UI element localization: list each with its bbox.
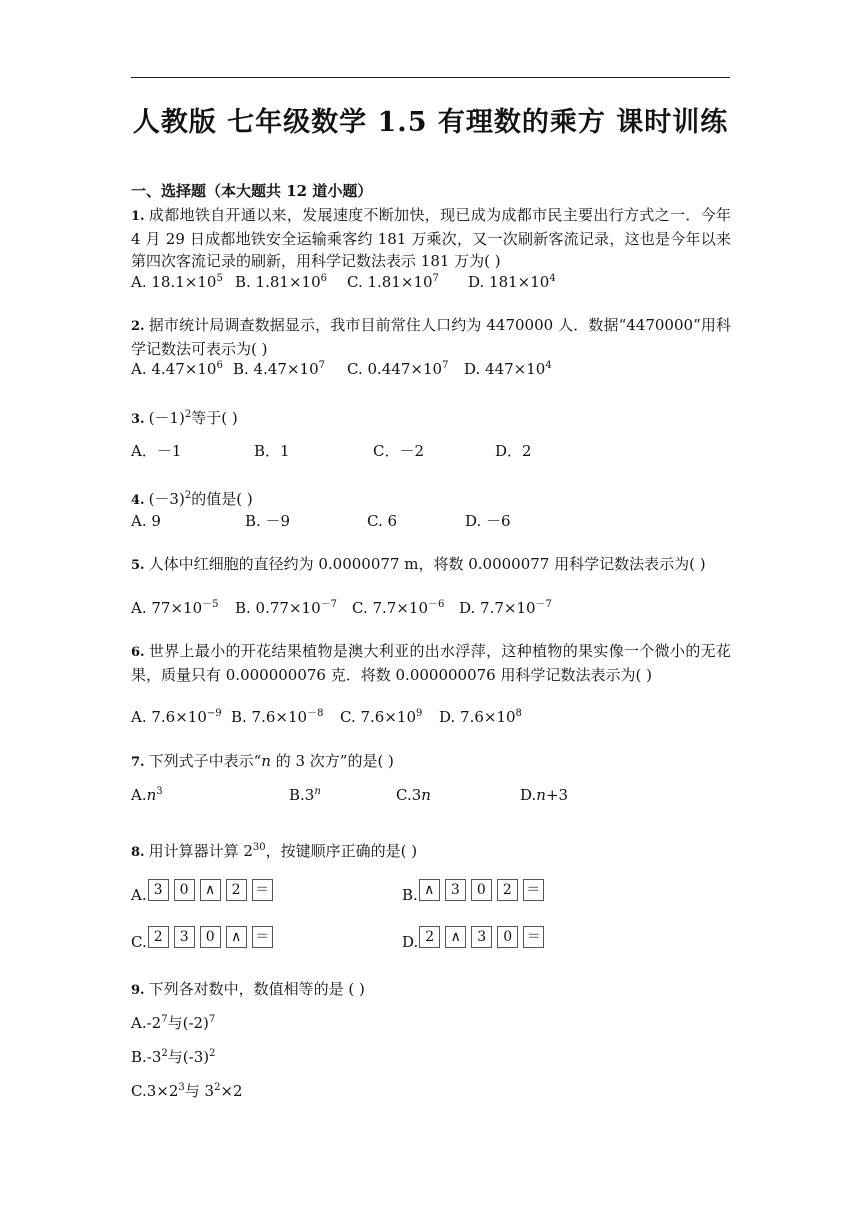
header-rule [131, 77, 730, 78]
question-7: 7. 下列式子中表示“n 的 3 次方”的是( ) [131, 752, 394, 770]
option-c[interactable]: C. $0.447\times 10^7$ [347, 360, 449, 378]
option-b[interactable]: B.3$^n$ [289, 786, 321, 804]
calc-key: ＝ [252, 879, 273, 901]
question-3: 3. $(-1)^2$等于( ) [131, 409, 238, 427]
option-c[interactable]: C. $1.81\times 10^7$ [347, 273, 439, 291]
question-text: 成都地铁自开通以来，发展速度不断加快，现已成为成都市民主要出行方式之一．今年 4 月 29 日成都地铁安全运输乘客约 181 万乘次，又一次刷新客流记录，这也是今年以来第四次客流记录的刷新，用科学记数法表示 181 万为( ) [131, 206, 731, 270]
calc-key: 3 [174, 926, 195, 948]
option-b[interactable]: B. $1.81\times 10^6$ [235, 273, 327, 291]
option-b[interactable]: B. $0.77\times 10^{-7}$ [235, 599, 337, 617]
section-heading: 一、选择题（本大题共 12 道小题） [131, 182, 373, 200]
question-number: 9. [131, 983, 145, 998]
question-text: 下列各对数中，数值相等的是 ( ) [148, 980, 365, 998]
question-text: 人体中红细胞的直径约为 0.0000077 m，将数 0.0000077 用科学记数法表示为( ) [148, 555, 706, 573]
calc-key: 2 [226, 879, 247, 901]
option-d[interactable]: D. $447\times 10^4$ [464, 360, 552, 378]
calc-key: 0 [200, 926, 221, 948]
calc-key: ∧ [419, 879, 440, 901]
option-b[interactable]: B. ∧ 3 0 2 ＝ [402, 879, 549, 904]
option-c[interactable]: $C.3\times 2^3$与 $3^2\times 2$ [131, 1082, 243, 1100]
option-c[interactable]: C. $7.6\times 10^9$ [340, 708, 423, 726]
calc-key: ∧ [200, 879, 221, 901]
option-b[interactable]: B．1 [254, 442, 290, 460]
calc-key: 0 [174, 879, 195, 901]
calc-key: 3 [148, 879, 169, 901]
calc-key: ＝ [252, 926, 273, 948]
question-2 [131, 314, 731, 360]
question-6 [131, 640, 731, 686]
option-a[interactable]: $A.-2^7$与$(-2)^7$ [131, 1014, 216, 1032]
question-number: 1. [131, 209, 145, 224]
option-d[interactable]: D.n+3 [520, 786, 569, 804]
option-d[interactable]: D. $181\times 10^4$ [468, 273, 556, 291]
option-a[interactable]: $A.n^3$ [131, 786, 163, 804]
question-number: 3. [131, 412, 145, 427]
calc-key: 2 [419, 926, 440, 948]
option-b[interactable]: $B.-3^2$与$(-3)^2$ [131, 1048, 216, 1066]
question-number: 7. [131, 755, 145, 770]
question-text: 世界上最小的开花结果植物是澳大利亚的出水浮萍，这种植物的果实像一个微小的无花果，质量只有 0.000000076 克．将数 0.000000076 用科学记数法表示为( ) [131, 642, 731, 684]
question-number: 6. [131, 645, 145, 660]
option-a[interactable]: A. $77\times 10^{-5}$ [131, 599, 219, 617]
calc-key: ∧ [445, 926, 466, 948]
page-title: 人教版 七年级数学 1.5 有理数的乘方 课时训练 [132, 107, 729, 138]
option-c[interactable]: C. $7.7\times 10^{-6}$ [352, 599, 445, 617]
option-c[interactable]: C.3n [396, 786, 431, 804]
option-a[interactable]: A. $7.6\times 10^{-9}$ [131, 708, 222, 726]
option-d[interactable]: D. －6 [465, 512, 511, 530]
calc-key: 3 [471, 926, 492, 948]
question-8: 8. 用计算器计算 $2^{30}$，按键顺序正确的是( ) [131, 842, 418, 860]
calc-key: 0 [497, 926, 518, 948]
calc-key: 3 [445, 879, 466, 901]
option-a[interactable]: A. $18.1\times 10^5$ [131, 273, 223, 291]
question-text: 据市统计局调查数据显示，我市目前常住人口约为 4470000 人．数据“4470000”用科学记数法可表示为( ) [131, 316, 731, 358]
calc-key: 2 [497, 879, 518, 901]
option-d[interactable]: D. $7.6\times 10^8$ [439, 708, 522, 726]
option-d[interactable]: D. $7.7\times 10^{-7}$ [459, 599, 552, 617]
question-number: 2. [131, 319, 145, 334]
option-b[interactable]: B. $7.6\times 10^{-8}$ [231, 708, 324, 726]
option-d[interactable]: D. 2 ∧ 3 0 ＝ [402, 926, 549, 951]
calc-key: ∧ [226, 926, 247, 948]
question-number: 4. [131, 493, 145, 508]
option-b[interactable]: B. －9 [245, 512, 291, 530]
option-c[interactable]: C. 2 3 0 ∧ ＝ [131, 926, 278, 951]
calc-key: 0 [471, 879, 492, 901]
option-a[interactable]: A. 3 0 ∧ 2 ＝ [131, 879, 278, 904]
question-number: 8. [131, 845, 145, 860]
question-1 [131, 204, 731, 272]
question-number: 5. [131, 558, 145, 573]
option-a[interactable]: A．－1 [131, 442, 182, 460]
question-4: 4. $(-3)^2$的值是( ) [131, 490, 253, 508]
calc-key: ＝ [523, 879, 544, 901]
option-d[interactable]: D．2 [495, 442, 532, 460]
option-c[interactable]: C. 6 [367, 512, 398, 530]
calc-key: ＝ [523, 926, 544, 948]
question-9 [131, 978, 731, 1002]
option-a[interactable]: A. 9 [131, 512, 161, 530]
option-c[interactable]: C．－2 [373, 442, 425, 460]
question-5 [131, 553, 731, 577]
option-b[interactable]: B. $4.47\times 10^7$ [233, 360, 325, 378]
calc-key: 2 [148, 926, 169, 948]
option-a[interactable]: A. $4.47\times 10^6$ [131, 360, 223, 378]
